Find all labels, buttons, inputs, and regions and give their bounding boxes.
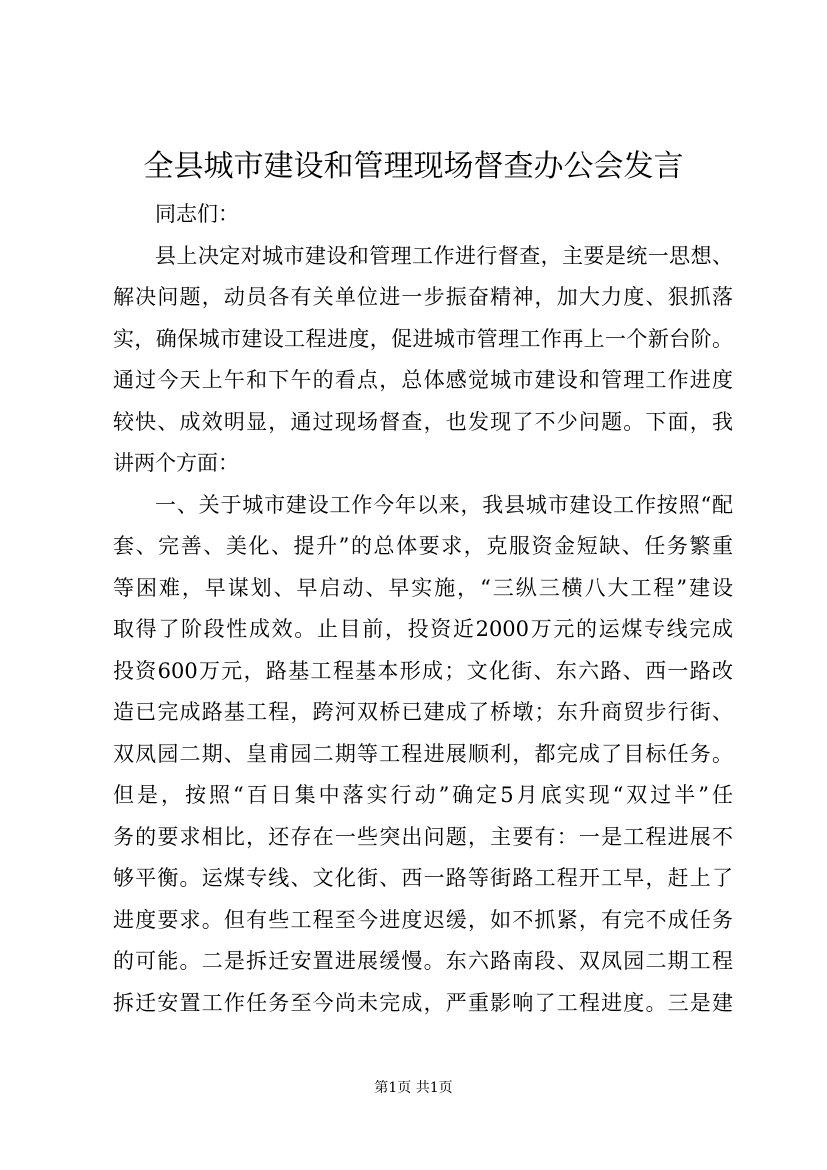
salutation-line: 同志们： — [155, 202, 239, 226]
body-line: 实，确保城市建设工程进度，促进城市管理工作再上一个新台阶。 — [113, 326, 733, 351]
document-body — [113, 194, 733, 1024]
body-line: 够平衡。运煤专线、文化街、西一路等街路工程开工早，赶上了 — [113, 866, 733, 890]
body-line: 套、完善、美化、提升”的总体要求，克服资金短缺、任务繁重 — [113, 534, 733, 558]
body-line: 较快、成效明显，通过现场督查，也发现了不少问题。下面，我 — [113, 409, 733, 434]
body-line: 讲两个方面： — [113, 451, 239, 475]
body-line: 取得了阶段性成效。止目前，投资近2000万元的运煤专线完成 — [113, 617, 733, 641]
page-footer: 第1页 共1页 — [374, 1080, 453, 1096]
body-line: 一、关于城市建设工作今年以来，我县城市建设工作按照“配 — [155, 492, 733, 517]
body-line: 的可能。二是拆迁安置进展缓慢。东六路南段、双凤园二期工程 — [113, 949, 733, 973]
document-title: 全县城市建设和管理现场督查办公会发言 — [143, 149, 684, 184]
body-line: 进度要求。但有些工程至今进度迟缓，如不抓紧，有完不成任务 — [113, 907, 733, 932]
body-line: 等困难，早谋划、早启动、早实施，“三纵三横八大工程”建设 — [113, 575, 733, 600]
body-line: 拆迁安置工作任务至今尚未完成，严重影响了工程进度。三是建 — [113, 990, 733, 1015]
body-line: 双凤园二期、皇甫园二期等工程进展顺利，都完成了目标任务。 — [113, 741, 733, 766]
body-line: 务的要求相比，还存在一些突出问题，主要有：一是工程进展不 — [113, 824, 733, 849]
body-line: 但是，按照“百日集中落实行动”确定5月底实现“双过半”任 — [113, 783, 733, 807]
body-line: 投资600万元，路基工程基本形成；文化街、东六路、西一路改 — [113, 658, 733, 683]
body-line: 县上决定对城市建设和管理工作进行督查，主要是统一思想、 — [155, 243, 733, 268]
body-line: 造已完成路基工程，跨河双桥已建成了桥墩；东升商贸步行街、 — [113, 700, 733, 724]
body-line: 解决问题，动员各有关单位进一步振奋精神，加大力度、狠抓落 — [113, 285, 733, 309]
body-line: 通过今天上午和下午的看点，总体感觉城市建设和管理工作进度 — [113, 368, 733, 392]
